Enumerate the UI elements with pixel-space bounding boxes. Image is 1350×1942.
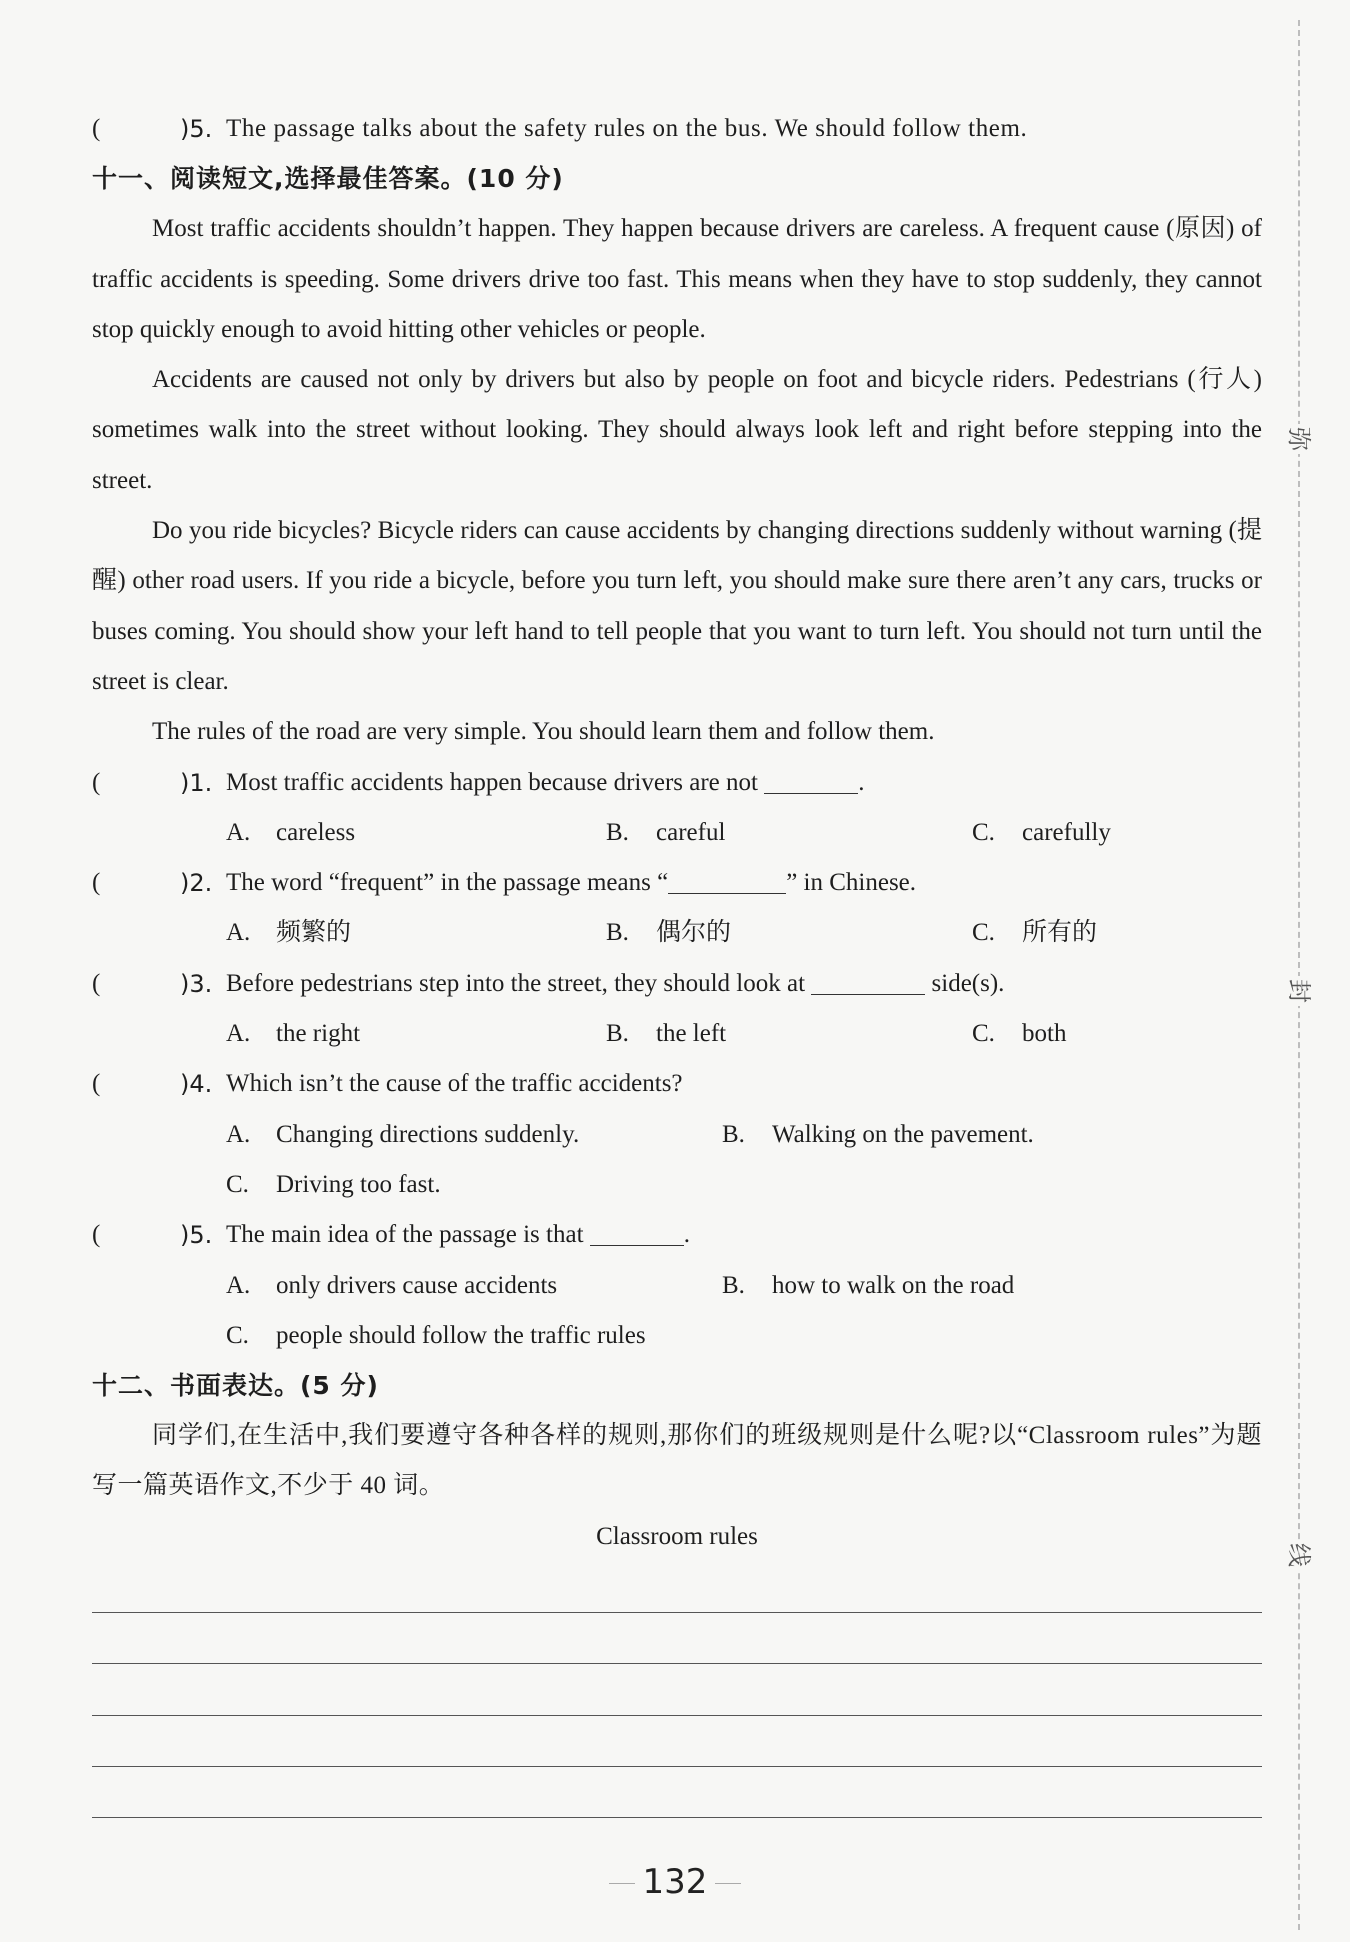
question-text: Which isn’t the cause of the traffic accidents? [226, 1070, 683, 1098]
answer-paren[interactable]: ( [92, 869, 101, 897]
question-5-options-row-1 [92, 1261, 1262, 1311]
question-1 [92, 758, 1262, 808]
page-number-dash-left [609, 1883, 635, 1884]
question-text: The passage talks about the safety rules on the bus. We should follow them. [226, 115, 1028, 142]
question-number: )1. [180, 768, 213, 797]
question-text: The word “frequent” in the passage means “ ” in Chinese. [226, 858, 916, 908]
essay-title: Classroom rules [596, 1522, 758, 1550]
question-text: Most traffic accidents happen because drivers are not . [226, 758, 864, 808]
option-c[interactable]: C. Driving too fast. [226, 1170, 441, 1198]
passage-paragraph-3: Do you ride bicycles? Bicycle riders can cause accidents by changing directions suddenly without warning (提醒) other road users. If you ride a bicycle, before you turn left, you should make sure there aren’t any cars, trucks or buses coming. You should show your left hand to tell people that you want to turn left. You should not turn until the street is clear. [92, 517, 1262, 695]
question-text: Before pedestrians step into the street, they should look at side(s). [226, 959, 1004, 1009]
option-a[interactable]: A. only drivers cause accidents [226, 1271, 558, 1299]
passage-paragraph-2: Accidents are caused not only by drivers but also by people on foot and bicycle riders. Pedestrians (行人) sometimes walk into the street without looking. They should always look left and right before stepping into the street. [92, 366, 1262, 494]
answer-blank[interactable] [668, 863, 786, 894]
answer-paren[interactable]: ( [92, 115, 101, 142]
option-b[interactable]: B. the left [606, 1020, 727, 1048]
answer-blank[interactable] [590, 1215, 684, 1246]
option-c[interactable]: C. 所有的 [972, 919, 1098, 947]
passage-paragraph-1: Most traffic accidents shouldn’t happen. They happen because drivers are careless. A frequent cause (原因) of traffic accidents is speeding. Some drivers drive too fast. This means when they have to stop suddenly, they cannot stop quickly enough to avoid hitting other vehicles or people. [92, 215, 1262, 343]
question-number: )5. [180, 1221, 213, 1250]
section-12-heading: 十二、书面表达。(5 分) [92, 1371, 379, 1401]
passage-paragraph-4: The rules of the road are very simple. You should learn them and follow them. [152, 718, 935, 746]
option-a[interactable]: A. 频繁的 [226, 919, 352, 947]
worksheet-page [92, 104, 1262, 1818]
writing-area[interactable] [92, 1562, 1262, 1818]
option-c[interactable]: C. carefully [972, 818, 1111, 846]
answer-paren[interactable]: ( [92, 1221, 101, 1249]
writing-line[interactable] [92, 1664, 1262, 1715]
binding-mark-xian: 线 [1284, 1540, 1314, 1570]
reading-passage [92, 204, 1262, 757]
option-a[interactable]: A. careless [226, 818, 356, 846]
binding-mark-feng: 封 [1284, 976, 1314, 1006]
answer-paren[interactable]: ( [92, 1070, 101, 1098]
question-2 [92, 858, 1262, 908]
question-4 [92, 1059, 1262, 1109]
option-c[interactable]: C. both [972, 1020, 1067, 1048]
question-text: The main idea of the passage is that . [226, 1210, 690, 1260]
answer-paren[interactable]: ( [92, 768, 101, 796]
section-11-heading: 十一、阅读短文,选择最佳答案。(10 分) [92, 164, 564, 194]
option-c[interactable]: C. people should follow the traffic rules [226, 1321, 646, 1349]
option-b[interactable]: B. careful [606, 818, 726, 846]
writing-line[interactable] [92, 1562, 1262, 1613]
question-1-options [92, 808, 1262, 858]
question-2-options [92, 908, 1262, 958]
option-a[interactable]: A. Changing directions suddenly. [226, 1120, 580, 1148]
writing-line[interactable] [92, 1613, 1262, 1664]
question-number: )5. [180, 115, 213, 143]
option-b[interactable]: B. Walking on the pavement. [722, 1120, 1034, 1148]
question-5 [92, 1210, 1262, 1260]
question-number: )2. [180, 869, 213, 898]
answer-paren[interactable]: ( [92, 969, 101, 997]
binding-dashed-line [1298, 20, 1300, 1930]
writing-line[interactable] [92, 1716, 1262, 1767]
option-a[interactable]: A. the right [226, 1020, 361, 1048]
question-3 [92, 959, 1262, 1009]
option-b[interactable]: B. how to walk on the road [722, 1271, 1015, 1299]
answer-blank[interactable] [764, 763, 858, 794]
question-3-options [92, 1009, 1262, 1059]
question-4-options-row-2 [92, 1160, 1262, 1210]
page-number: 132 [0, 1862, 1350, 1902]
option-b[interactable]: B. 偶尔的 [606, 919, 732, 947]
question-5-options-row-2 [92, 1311, 1262, 1361]
page-number-dash-right [715, 1883, 741, 1884]
writing-line[interactable] [92, 1767, 1262, 1818]
binding-mark-mi: 弥 [1284, 424, 1314, 454]
writing-prompt: 同学们,在生活中,我们要遵守各种各样的规则,那你们的班级规则是什么呢?以“Classroom rules”为题写一篇英语作文,不少于 40 词。 [92, 1422, 1262, 1500]
question-number: )3. [180, 969, 213, 998]
answer-blank[interactable] [811, 964, 925, 995]
question-number: )4. [180, 1070, 213, 1099]
question-4-options-row-1 [92, 1110, 1262, 1160]
prev-question-5 [92, 104, 1262, 154]
